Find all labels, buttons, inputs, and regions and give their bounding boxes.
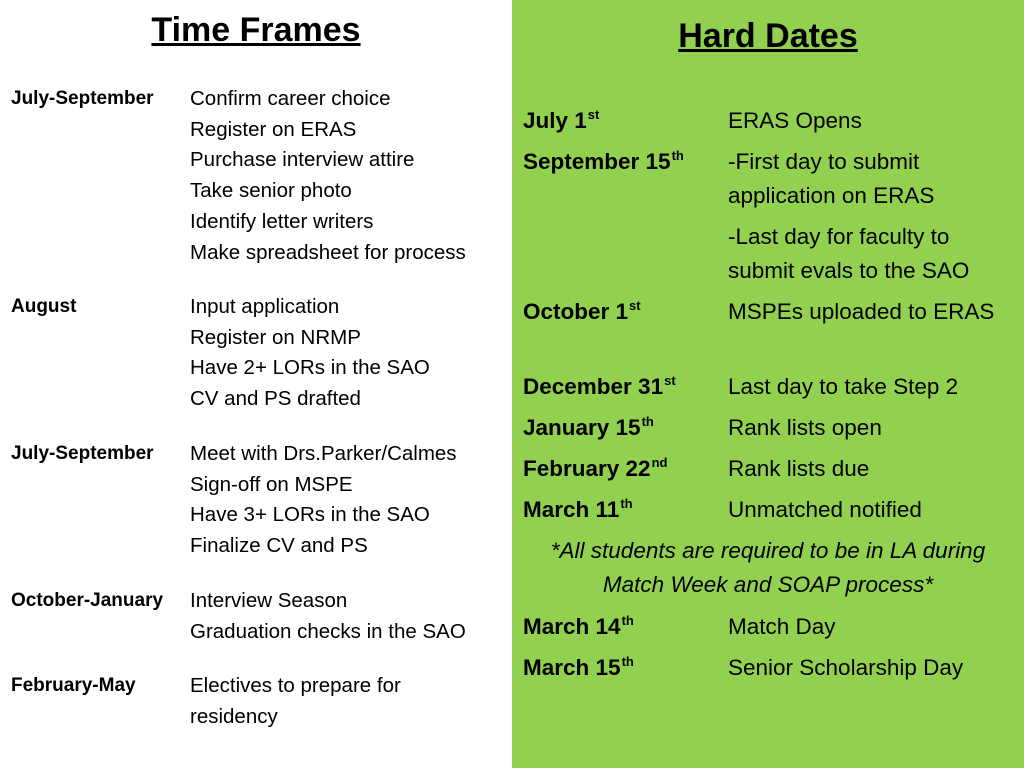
hard-date-event: Senior Scholarship Day: [728, 655, 964, 680]
time-frame-period: August: [11, 296, 77, 317]
hard-date-event: Last day to take Step 2: [728, 374, 959, 399]
time-frame-task: Take senior photo: [190, 179, 352, 203]
hard-date-label: March 15th: [523, 654, 634, 680]
time-frame-task: Interview Season: [190, 589, 348, 612]
time-frame-period: July-September: [11, 443, 154, 464]
time-frame-task: Register on NRMP: [190, 325, 361, 349]
match-week-note: *All students are required to be in LA during Match Week and SOAP process*: [550, 538, 986, 597]
ordinal-suffix: th: [620, 496, 633, 511]
time-frame-task-list: [190, 586, 466, 647]
hard-date-event: ERAS Opens: [728, 108, 862, 133]
hard-date-label: September 15th: [523, 148, 684, 174]
ordinal-suffix: st: [587, 107, 600, 122]
ordinal-suffix: st: [629, 298, 641, 313]
ordinal-suffix: th: [621, 613, 634, 628]
ordinal-suffix: st: [664, 373, 676, 388]
time-frame-task: Make spreadsheet for process: [190, 240, 466, 264]
time-frame-task: Meet with Drs.Parker/Calmes: [190, 442, 457, 465]
hard-date-event: -First day to submit application on ERAS: [728, 149, 935, 208]
hard-date-label: March 14th: [523, 613, 634, 639]
time-frame-period: July-September: [11, 88, 154, 109]
time-frame-task: CV and PS drafted: [190, 387, 361, 411]
hard-date-label: February 22nd: [523, 455, 668, 481]
time-frame-period: October-January: [11, 590, 164, 611]
time-frame-task: Input application: [190, 295, 340, 318]
hard-date-label: December 31st: [523, 373, 676, 399]
time-frame-task: Have 3+ LORs in the SAO: [190, 503, 430, 527]
ordinal-suffix: th: [671, 148, 684, 163]
hard-date-label: January 15th: [523, 414, 654, 440]
time-frame-task-list: [190, 84, 466, 268]
time-frame-task: Confirm career choice: [190, 87, 391, 110]
hard-date-label: March 11th: [523, 496, 633, 522]
time-frame-task: Purchase interview attire: [190, 148, 415, 172]
time-frame-task-list: [190, 671, 401, 732]
hard-date-event: Rank lists due: [728, 456, 870, 481]
time-frame-task: Electives to prepare for: [190, 674, 401, 697]
time-frame-task: Graduation checks in the SAO: [190, 619, 466, 643]
time-frame-task-list: [190, 439, 457, 562]
ordinal-suffix: th: [621, 654, 634, 669]
hard-date-event: Unmatched notified: [728, 497, 922, 522]
hard-date-event: Rank lists open: [728, 415, 882, 440]
hard-date-label: October 1st: [523, 298, 641, 324]
ordinal-suffix: nd: [651, 455, 668, 470]
time-frame-task: residency: [190, 704, 278, 728]
time-frame-task-list: [190, 292, 430, 415]
time-frame-task: Register on ERAS: [190, 117, 357, 141]
hard-dates-title: Hard Dates: [678, 17, 858, 55]
time-frame-task: Have 2+ LORs in the SAO: [190, 356, 430, 380]
time-frames-title: Time Frames: [151, 11, 361, 49]
time-frame-task: Finalize CV and PS: [190, 534, 368, 558]
hard-date-event: -Last day for faculty to submit evals to the SAO: [728, 224, 970, 283]
ordinal-suffix: th: [641, 414, 654, 429]
hard-dates-panel: [512, 0, 1024, 768]
time-frame-period: February-May: [11, 675, 136, 696]
hard-date-event: MSPEs uploaded to ERAS: [728, 299, 995, 324]
hard-date-event: Match Day: [728, 614, 836, 639]
hard-date-label: July 1st: [523, 107, 600, 133]
time-frame-task: Identify letter writers: [190, 209, 374, 233]
time-frame-task: Sign-off on MSPE: [190, 472, 353, 496]
